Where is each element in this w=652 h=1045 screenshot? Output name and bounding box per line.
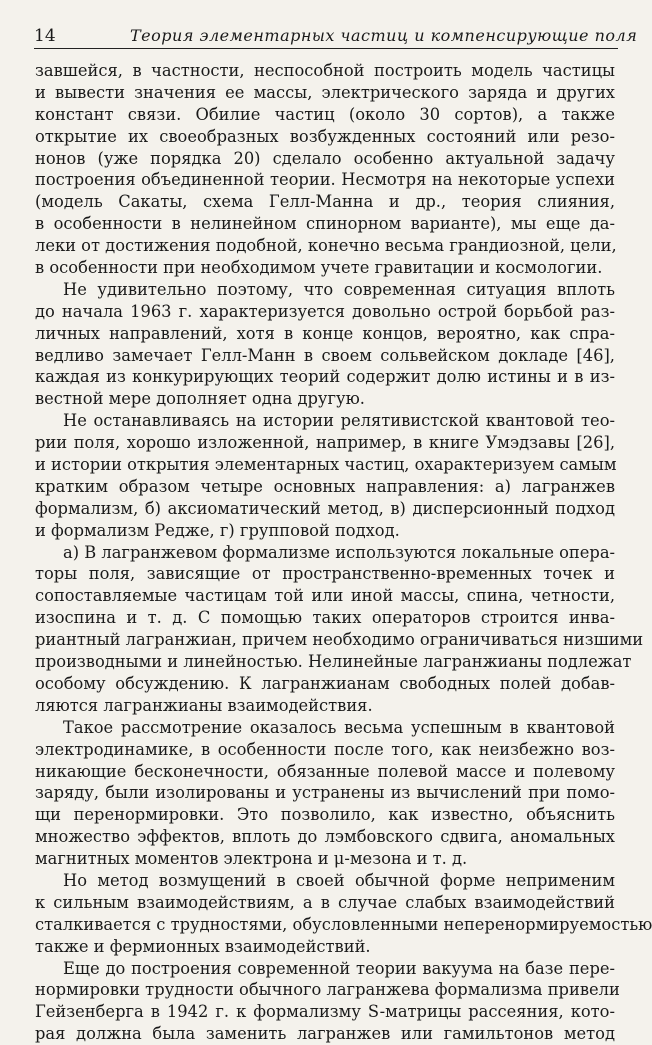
paragraph [35, 870, 652, 958]
text-line: в особенности при необходимом учете гравитации и космологии. [35, 258, 603, 278]
text-line: открытие их своеобразных возбужденных состояний или резо- [35, 126, 615, 146]
text-line: Не удивительно поэтому, что современная ситуация вплоть [63, 279, 615, 299]
text-line: производными и линейностью. Нелинейные лагранжианы подлежат [35, 652, 632, 672]
text-line: щи перенормировки. Это позволило, как известно, объяснить [35, 805, 615, 825]
text-line: вестной мере дополняет одна другую. [35, 389, 365, 409]
text-line: электродинамике, в особенности после того, как неизбежно воз- [35, 739, 615, 759]
text-line: Еще до построения современной теории вакуума на базе пере- [63, 958, 615, 978]
text-line: завшейся, в частности, неспособной построить модель частицы [35, 61, 615, 80]
text-line: заряду, были изолированы и устранены из вычислений при помо- [35, 783, 615, 803]
text-line: формализм, б) аксиоматический метод, в) дисперсионный подход [35, 498, 615, 518]
text-line: торы поля, зависящие от пространственно-временных точек и [35, 564, 615, 584]
page-header [34, 26, 638, 49]
text-line: построения объединенной теории. Несмотря на некоторые успехи [35, 170, 615, 190]
paragraph [35, 60, 615, 279]
paragraph [35, 717, 615, 870]
text-line: а) В лагранжевом формализме используются локальные опера- [63, 542, 616, 562]
text-line: Такое рассмотрение оказалось весьма успешным в квантовой [63, 717, 615, 737]
text-line: рии поля, хорошо изложенной, например, в книге Умэдзавы [26], [35, 433, 615, 453]
text-line: кратким образом четыре основных направления: а) лагранжев [35, 476, 615, 496]
paragraph [35, 410, 615, 541]
paragraph [35, 542, 644, 717]
text-line: никающие бесконечности, обязанные полевой массе и полевому [35, 761, 615, 781]
text-line: сопоставляемые частицам той или иной массы, спина, четности, [35, 586, 615, 606]
paragraph [35, 279, 615, 410]
text-line: (модель Сакаты, схема Гелл-Манна и др., теория слияния, [35, 192, 615, 212]
text-line: констант связи. Обилие частиц (около 30 сортов), а также [35, 104, 615, 124]
body-text [35, 60, 652, 1045]
text-line: нормировки трудности обычного лагранжева формализма привели [35, 980, 620, 1000]
text-line: и вывести значения ее массы, электрического заряда и других [35, 82, 615, 102]
text-line: изоспина и т. д. С помощью таких операторов строится инва- [35, 608, 615, 628]
text-line: и формализм Редже, г) групповой подход. [35, 520, 400, 540]
text-line: личных направлений, хотя в конце концов, вероятно, как спра- [35, 323, 615, 343]
text-line: и истории открытия элементарных частиц, охарактеризуем самым [35, 455, 617, 475]
text-line: сталкивается с трудностями, обусловленными неперенормируемостью [35, 914, 652, 934]
page-number: 14 [34, 26, 56, 46]
paragraph [35, 958, 620, 1045]
text-line: рая должна была заменить лагранжев или гамильтонов метод [35, 1024, 615, 1044]
text-line: магнитных моментов электрона и μ-мезона и т. д. [35, 849, 468, 869]
text-line: каждая из конкурирующих теорий содержит долю истины и в из- [35, 367, 615, 387]
text-line: в особенности в нелинейном спинорном варианте), мы еще да- [35, 214, 615, 234]
text-line: Не останавливаясь на истории релятивистской квантовой тео- [63, 411, 615, 431]
text-line: ведливо замечает Гелл-Манн в своем сольвейском докладе [46], [35, 345, 615, 365]
text-line: Гейзенберга в 1942 г. к формализму S-матрицы рассеяния, кото- [35, 1002, 615, 1022]
running-title: Теория элементарных частиц и компенсирующие поля [130, 26, 638, 45]
text-line: также и фермионных взаимодействий. [35, 936, 371, 956]
text-line: нонов (уже порядка 20) сделало особенно актуальной задачу [35, 148, 615, 168]
text-line: к сильным взаимодействиям, а в случае слабых взаимодействий [35, 892, 615, 912]
text-line: особому обсуждению. К лагранжианам свободных полей добав- [35, 673, 615, 693]
text-line: ляются лагранжианы взаимодействия. [35, 695, 373, 715]
text-line: леки от достижения подобной, конечно весьма грандиозной, цели, [35, 236, 617, 256]
text-line: риантный лагранжиан, причем необходимо ограничиваться низшими [35, 630, 644, 650]
text-line: множество эффектов, вплоть до лэмбовского сдвига, аномальных [35, 827, 615, 847]
text-line: Но метод возмущений в своей обычной форме неприменим [63, 870, 615, 890]
text-line: до начала 1963 г. характеризуется довольно острой борьбой раз- [35, 301, 615, 321]
